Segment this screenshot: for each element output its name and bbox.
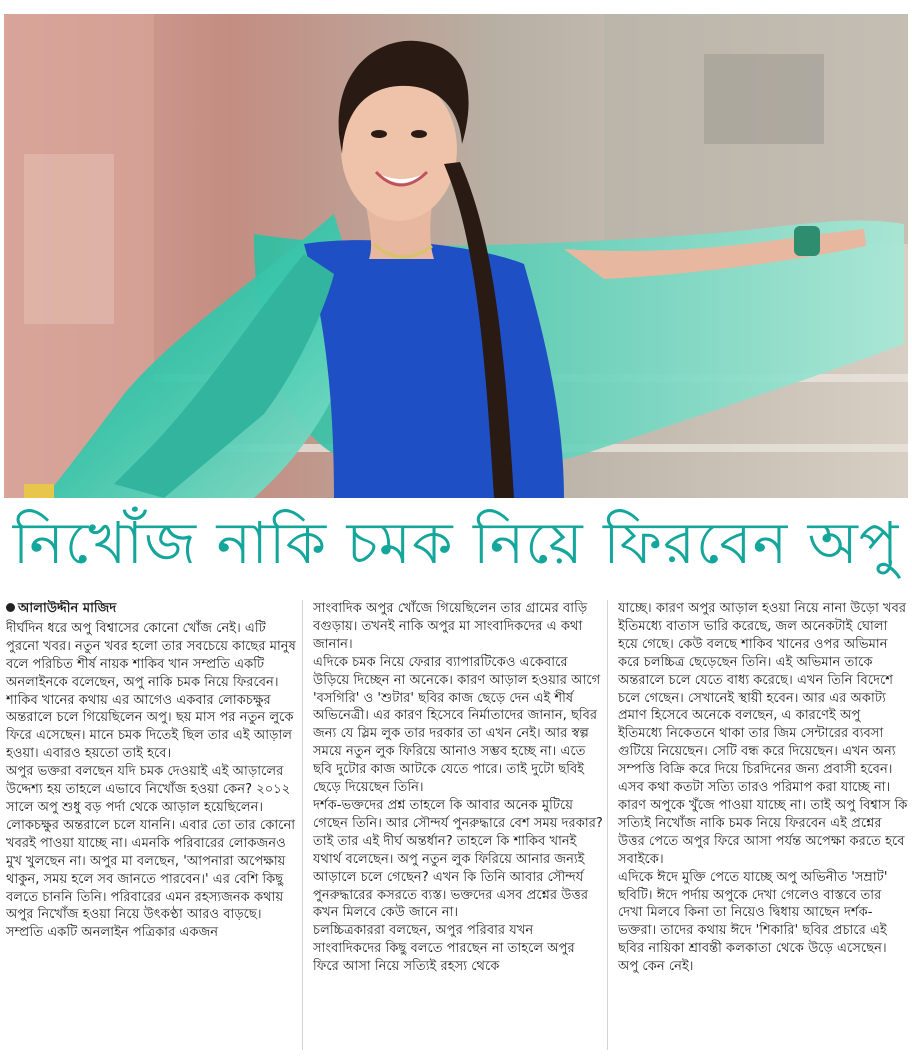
photo-icon (4, 14, 908, 498)
byline-text: আলাউদ্দীন মাজিদ (18, 601, 117, 616)
bullet-icon (6, 603, 15, 612)
paragraph: এদিকে ঈদে মুক্তি পেতে যাচ্ছে অপু অভিনীত 'সম্রাট' ছবিটি। ঈদে পর্দায় অপুকে দেখা গেলেও বাস্তবে তার দেখা মিলবে কিনা তা নিয়েও দ্বিধায় আছেন দর্শক-ভক্তরা। তাদের কথায় ঈদে 'শিকারি' ছবির প্রচারে এই ছবির নায়িকা শ্রাবন্তী কলকাতা থেকে উড়ে এসেছেন। অপু কেন নেই। (618, 869, 888, 975)
column-divider (607, 600, 608, 1050)
article-column-3 (618, 600, 908, 1055)
paragraph: যাচ্ছে। কারণ অপুর আড়াল হওয়া নিয়ে নানা উড়ো খবর ইতিমধ্যে বাতাস ভারি করেছে, জল অনেকটাই ঘোলা হয়ে গেছে। কেউ বলছে শাকিব খানের ওপর অভিমান করে চলচ্চিত্র ছেড়েছেন তিনি। এই অভিমান তাকে অন্তরালে চলে যেতে বাধ্য করেছে। এখন তিনি বিদেশে চলে গেছেন। সেখানেই স্থায়ী হবেন। আর এর অকাট্য প্রমাণ হিসেবে অনেকে বলছেন, এ কারণেই অপু ইতিমধ্যে নিকেতনে থাকা তার জিম সেন্টারের ব্যবসা গুটিয়ে নিয়েছেন। সেটি বন্ধ করে দিয়েছেন। এখন অন্য সম্পত্তি বিক্রি করে দিয়ে চিরদিনের জন্য প্রবাসী হবেন। এসব কথা কতটা সত্যি তারও পরিমাপ করা যাচ্ছে না। কারণ অপুকে খুঁজে পাওয়া যাচ্ছে না। তাই অপু বিশ্বাস কি সত্যিই নিখোঁজ নাকি চমক নিয়ে ফিরবেন এই প্রশ্নের উত্তর পেতে অপুর ফিরে আসা পর্যন্ত অপেক্ষা করতে হবে সবাইকে। (618, 601, 908, 867)
article-column-2 (313, 600, 603, 1055)
paragraph: এদিকে চমক নিয়ে ফেরার ব্যাপারটিকেও একেবারে উড়িয়ে দিচ্ছেন না অনেকে। কারণ আড়াল হওয়ার আগে 'বসগিরি' ও 'শুটার' ছবির কাজ ছেড়ে দেন এই শীর্ষ অভিনেত্রী। এর কারণ হিসেবে নির্মাতাদের জানান, ছবির জন্য যে স্লিম লুক তার দরকার তা এখন নেই। আর স্বল্প সময়ে নতুন লুক ফিরিয়ে আনাও সম্ভব হচ্ছে না। এতে ছবি দুটোর কাজ আটকে যেতে পারে। তাই দুটো ছবিই ছেড়ে দিয়েছেন তিনি। (313, 654, 601, 796)
paragraph: সম্প্রতি একটি অনলাইন পত্রিকার একজন (6, 925, 219, 941)
paragraph: অপুর ভক্তরা বলছেন যদি চমক দেওয়াই এই আড়ালের উদ্দেশ্য হয় তাহলে এভাবে নিখোঁজ হওয়া কেন? ২০১২ সালে অপু শুধু বড় পর্দা থেকে আড়াল হয়েছিলেন। লোকচক্ষুর অন্তরালে চলে যাননি। এবার তো তার কোনো খবরই পাওয়া যাচ্ছে না। এমনকি পরিবারের লোকজনও মুখ খুলছেন না। অপুর মা বলছেন, 'আপনারা অপেক্ষায় থাকুন, সময় হলে সব জানতে পারবেন।' এর বেশি কিছু বলতে চাননি তিনি। পরিবারের এমন রহস্যজনক কথায় অপুর নিখোঁজ হওয়া নিয়ে উৎকণ্ঠা আরও বাড়ছে। (6, 764, 296, 923)
column-divider (302, 600, 303, 1050)
article-column-1 (6, 600, 296, 1055)
byline (6, 600, 296, 618)
headline: নিখোঁজ নাকি চমক নিয়ে ফিরবেন অপু (12, 509, 900, 577)
paragraph: শাকিব খানের কথায় এর আগেও একবার লোকচক্ষুর অন্তরালে চলে গিয়েছিলেন অপু। ছয় মাস পর নতুন লুকে ফিরে এসেছেন। মানে চমক দিতেই ছিল তার এই আড়াল হওয়া। এবারও হয়তো তাই হবে। (6, 692, 294, 762)
paragraph: সাংবাদিক অপুর খোঁজে গিয়েছিলেন তার গ্রামের বাড়ি বগুড়ায়। তখনই নাকি অপুর মা সাংবাদিকদের এ কথা জানান। (313, 601, 588, 652)
paragraph: দীর্ঘদিন ধরে অপু বিশ্বাসের কোনো খোঁজ নেই। এটি পুরনো খবর। নতুন খবর হলো তার সবচেয়ে কাছের মানুষ বলে পরিচিত শীর্ষ নায়ক শাকিব খান সম্প্রতি একটি অনলাইনকে বলেছেন, অপু নাকি চমক নিয়ে ফিরবেন। (6, 620, 296, 690)
article-photo (4, 14, 908, 498)
paragraph: দর্শক-ভক্তদের প্রশ্ন তাহলে কি আবার অনেক মুটিয়ে গেছেন তিনি। আর সৌন্দর্য পুনরুদ্ধারে বেশ সময় দরকার? তাই তার এই দীর্ঘ অন্তর্ধান? তাহলে কি শাকিব খানই যথার্থ বলেছেন। অপু নতুন লুক ফিরিয়ে আনার জন্যই আড়ালে চলে গেছেন? এখন কি তিনি আবার সৌন্দর্য পুনরুদ্ধারের কসরতে ব্যস্ত। ভক্তদের এসব প্রশ্নের উত্তর কখন মিলবে কেউ জানে না। (313, 797, 603, 921)
paragraph: চলচ্চিত্রকাররা বলছেন, অপুর পরিবার যখন সাংবাদিকদের কিছু বলতে পারছেন না তাহলে অপুর ফিরে আসা নিয়ে সত্যিই রহস্য থেকে (313, 923, 575, 975)
